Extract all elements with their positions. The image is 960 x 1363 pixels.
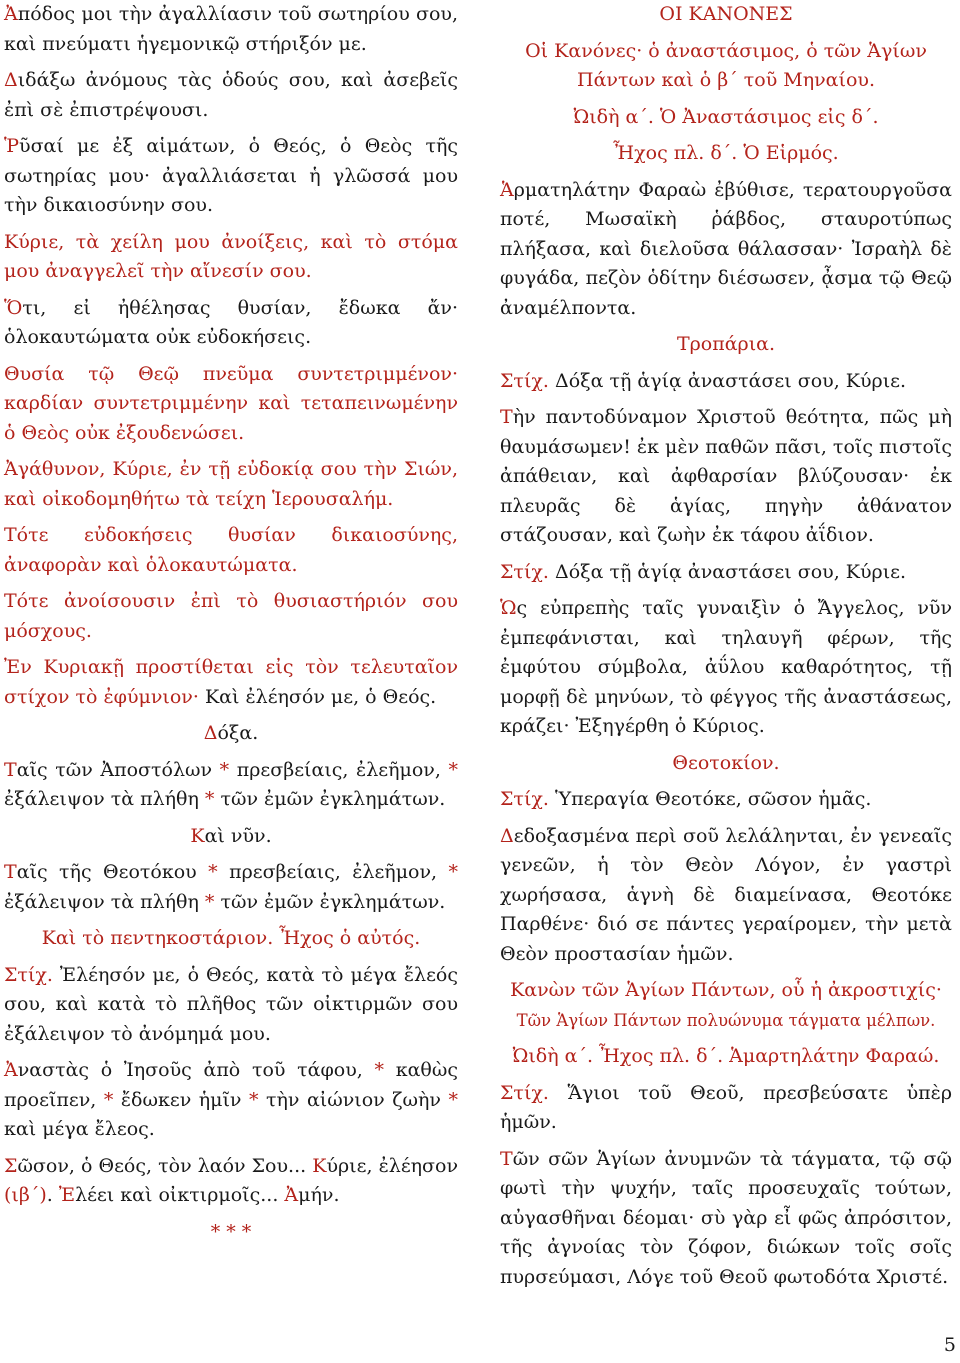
text-paragraph xyxy=(4,66,458,125)
body-text: μήν. xyxy=(298,1184,340,1206)
rubric-text: Τροπάρια. xyxy=(676,333,776,355)
rubric-text: Ἀ xyxy=(4,3,18,25)
rubric-text: * * * xyxy=(210,1220,252,1243)
rubric-text: * xyxy=(103,1088,114,1111)
body-text: τὴν αἰώνιον ζωὴν xyxy=(258,1088,449,1111)
rubric-text: Δ xyxy=(500,824,514,847)
rubric-text: Τ xyxy=(500,1147,513,1170)
body-text: Καὶ ἐλέησόν με, ὁ Θεός. xyxy=(204,685,437,708)
body-text: Ὑπεραγία Θεοτόκε, σῶσον ἡμᾶς. xyxy=(548,788,872,810)
rubric-text: Δ xyxy=(203,722,218,744)
body-text: ῶν σῶν Ἁγίων ἀνυμνῶν τὰ τάγματα, τῷ σῷ φωτὶ τὴν ψυχήν, ταῖς προσευχαῖς τούτων, αὐγασθῆναι δέομαι· σὺ γὰρ εἶ φῶς ἀπρόσιτον, τῆς ἀγνοίας τὸν ζόφον, διώκων τοῖς σοῖς πυρσεύμασι, Λόγε τοῦ Θεοῦ φωτοδότα Χριστέ. xyxy=(500,1147,952,1288)
text-paragraph xyxy=(4,1056,458,1145)
rubric-text: Στίχ. xyxy=(500,560,549,583)
text-paragraph xyxy=(500,139,952,169)
text-paragraph xyxy=(4,587,458,646)
rubric-text: Ὅ xyxy=(4,296,23,319)
rubric-text: Ὠιδὴ α΄. Ὁ Ἀναστάσιμος εἰς δ΄. xyxy=(573,105,879,128)
body-text: πρεσβείαις, ἐλεῆμον, xyxy=(229,758,449,781)
rubric-text: * xyxy=(448,758,459,781)
text-paragraph xyxy=(500,976,952,1006)
rubric-text: ΟΙ ΚΑΝΟΝΕΣ xyxy=(659,3,793,25)
rubric-text: Ἀγάθυνον, Κύριε, ἐν τῇ εὐδοκίᾳ σου τὴν Σιών, καὶ οἰκοδομηθήτω τὰ τείχη Ἱερουσαλήμ. xyxy=(4,458,458,510)
body-text: τι, εἰ ἠθέλησας θυσίαν, ἔδωκα ἄν· ὁλοκαυτώματα οὐκ εὐδοκήσεις. xyxy=(4,296,458,348)
rubric-text: (ιβ΄) xyxy=(4,1184,47,1206)
rubric-text: Κύριε, τὰ χείλη μου ἀνοίξεις, καὶ τὸ στόμα μου ἀναγγελεῖ τὴν αἴνεσίν σου. xyxy=(4,230,458,282)
rubric-text: Σ xyxy=(4,1154,18,1177)
body-text: τῶν ἐμῶν ἐγκλημάτων. xyxy=(214,890,446,913)
text-paragraph xyxy=(500,0,952,30)
text-paragraph xyxy=(4,0,458,59)
text-paragraph xyxy=(4,360,458,449)
body-text: όξα. xyxy=(217,722,259,744)
body-text: ναστὰς ὁ Ἰησοῦς ἀπὸ τοῦ τάφου, xyxy=(17,1059,375,1081)
text-paragraph xyxy=(4,756,458,815)
body-text: αῖς τῶν Ἀποστόλων xyxy=(16,758,220,781)
body-text: ἔδωκεν ἡμῖν xyxy=(113,1088,249,1111)
body-text: καθὼς προεῖπεν, xyxy=(4,1059,458,1111)
rubric-text: Τ xyxy=(4,758,17,781)
rubric-text: Στίχ. xyxy=(500,788,549,810)
rubric-text: Ὠιδὴ α΄. Ἦχος πλ. δ΄. Ἁμαρτηλάτην Φαραώ. xyxy=(512,1045,940,1067)
rubric-text: * xyxy=(448,1088,458,1111)
rubric-text: Κ xyxy=(190,824,205,847)
body-text: τῶν ἐμῶν ἐγκλημάτων. xyxy=(214,788,446,810)
text-paragraph xyxy=(4,455,458,514)
body-text: ἐξάλειψον τὰ πλήθη xyxy=(4,788,205,810)
body-text: Ἅγιοι τοῦ Θεοῦ, πρεσβεύσατε ὑπὲρ ἡμῶν. xyxy=(500,1081,952,1133)
text-paragraph xyxy=(4,858,458,917)
rubric-text: * xyxy=(374,1059,385,1081)
rubric-text: * xyxy=(249,1088,259,1111)
rubric-text: Οἱ Κανόνες· ὁ ἀναστάσιμος, ὁ τῶν Ἁγίων Πάντων καὶ ὁ β΄ τοῦ Μηναίου. xyxy=(525,39,927,91)
text-paragraph xyxy=(4,294,458,353)
body-text: ύριε, ἐλέησον xyxy=(326,1154,458,1177)
rubric-text: Ἦχος πλ. δ΄. Ὁ Εἱρμός. xyxy=(613,142,839,164)
body-text: εδοξασμένα περὶ σοῦ λελάληνται, ἐν γενεαῖς γενεῶν, ἡ τὸν Θεὸν Λόγον, ἐν γαστρὶ χωρήσασα, ἁγνὴ δὲ διαμείνασα, Θεοτόκε Παρθένε· διό σε πάντες γεραίρομεν, τὴν μετὰ Θεὸν προστασίαν ἡμῶν. xyxy=(500,824,952,965)
text-paragraph xyxy=(4,1152,458,1211)
text-paragraph xyxy=(500,749,952,779)
rubric-text: * xyxy=(204,788,215,810)
body-text: ῦσαί με ἐξ αἱμάτων, ὁ Θεός, ὁ Θεὸς τῆς σωτηρίας μου· ἀγαλλιάσεται ἡ γλῶσσά μου τὴν δικαιοσύνην σου. xyxy=(4,135,458,216)
rubric-text: Ἀ xyxy=(4,1059,18,1081)
text-paragraph xyxy=(4,924,458,954)
rubric-text: * xyxy=(219,758,230,781)
text-paragraph xyxy=(500,103,952,133)
rubric-text: Ἐν Κυριακῇ προστίθεται εἰς τὸν τελευταῖον στίχον τὸ ἐφύμνιον· xyxy=(4,656,458,708)
rubric-text: * xyxy=(204,890,215,913)
rubric-text: Ῥ xyxy=(4,135,20,157)
rubric-text: Θεοτοκίον. xyxy=(672,751,780,774)
text-paragraph xyxy=(500,1006,952,1036)
rubric-text: * xyxy=(208,861,218,883)
rubric-text: * xyxy=(448,861,459,883)
text-paragraph xyxy=(500,594,952,742)
rubric-text: Κανὼν τῶν Ἁγίων Πάντων, οὗ ἡ ἀκροστιχίς· xyxy=(510,979,942,1001)
text-paragraph xyxy=(500,403,952,551)
body-text: καὶ μέγα ἔλεος. xyxy=(4,1118,155,1140)
body-text: Ἐλέησόν με, ὁ Θεός, κατὰ τὸ μέγα ἔλεός σου, καὶ κατὰ τὸ πλῆθος τῶν οἰκτιρμῶν σου ἐξάλειψον τὸ ἀνόμημά μου. xyxy=(4,963,458,1045)
body-text: ιδάξω ἀνόμους τὰς ὁδούς σου, καὶ ἀσεβεῖς ἐπὶ σὲ ἐπιστρέψουσι. xyxy=(4,69,458,121)
left-column xyxy=(4,0,458,1254)
rubric-text: Τότε ἀνοίσουσιν ἐπὶ τὸ θυσιαστήριόν σου μόσχους. xyxy=(4,590,458,642)
body-text: αὶ νῦν. xyxy=(204,824,272,847)
rubric-text: Τότε εὐδοκήσεις θυσίαν δικαιοσύνης, ἀναφορὰν καὶ ὁλοκαυτώματα. xyxy=(4,524,458,576)
body-text: Δόξα τῇ ἁγίᾳ ἀναστάσει σου, Κύριε. xyxy=(548,560,907,583)
rubric-text: Ἐ xyxy=(58,1184,76,1206)
rubric-text: Τ xyxy=(4,861,17,883)
right-column xyxy=(500,0,952,1299)
body-text: ς εὐπρεπὴς ταῖς γυναιξὶν ὁ Ἄγγελος, νῦν ἐμπεφάνισται, καὶ τηλαυγῆ φέρων, τῆς ἐμφύτου σύμβολα, ἀΰλου καθαρότητος, τῇ μορφῇ δὲ μηνύων, τὸ φέγγος τῆς ἀναστάσεως, κράζει· Ἐξηγέρθη ὁ Κύριος. xyxy=(500,597,952,737)
text-paragraph xyxy=(500,558,952,588)
body-text: ῶσον, ὁ Θεός, τὸν λαόν Σου... xyxy=(17,1154,313,1177)
body-text: . xyxy=(46,1184,59,1206)
rubric-text: Στίχ. xyxy=(500,369,549,392)
text-paragraph xyxy=(500,822,952,970)
text-paragraph xyxy=(4,822,458,852)
text-paragraph xyxy=(500,367,952,397)
text-paragraph xyxy=(500,37,952,96)
text-paragraph xyxy=(500,785,952,815)
text-paragraph xyxy=(500,1042,952,1072)
text-paragraph xyxy=(500,1145,952,1293)
text-paragraph xyxy=(4,653,458,712)
rubric-text: Καὶ τὸ πεντηκοστάριον. Ἦχος ὁ αὐτός. xyxy=(41,927,421,949)
body-text: λέει καὶ οἰκτιρμοῖς... xyxy=(75,1184,285,1206)
text-paragraph xyxy=(500,1079,952,1138)
body-text: ὴν παντοδύναμον Χριστοῦ θεότητα, πῶς μὴ θαυμάσωμεν! ἐκ μὲν παθῶν πᾶσι, τοῖς πιστοῖς ἀπάθειαν, καὶ ἀφθαρσίαν βλύζουσαν· ἐκ πλευρᾶς δὲ ἁγίας, πηγὴν ἀθάνατον στάζουσαν, καὶ ζωὴν ἐκ τάφου ἀΐδιον. xyxy=(500,406,952,546)
rubric-text: Στίχ. xyxy=(4,963,53,986)
body-text: πρεσβείαις, ἐλεῆμον, xyxy=(217,861,449,883)
rubric-text: Δ xyxy=(4,69,18,91)
text-paragraph xyxy=(500,330,952,360)
text-paragraph xyxy=(4,521,458,580)
text-paragraph xyxy=(4,961,458,1050)
rubric-text: Κ xyxy=(312,1154,327,1177)
text-paragraph xyxy=(4,719,458,749)
rubric-text: Στίχ. xyxy=(500,1081,549,1104)
rubric-text: Τῶν Ἁγίων Πάντων πολυώνυμα τάγματα μέλπων. xyxy=(516,1010,936,1030)
rubric-text: Τ xyxy=(500,406,513,428)
text-paragraph xyxy=(4,1218,458,1248)
body-text: ἐξάλειψον τὰ πλήθη xyxy=(4,890,205,913)
body-text: ρματηλάτην Φαραὼ ἐβύθισε, τερατουργοῦσα ποτέ, Μωσαϊκὴ ῥάβδος, σταυροτύπως πλήξασα, καὶ διελοῦσα θάλασσαν· Ἰσραὴλ δὲ φυγάδα, πεζὸν ὁδίτην διέσωσεν, ᾆσμα τῷ Θεῷ ἀναμέλποντα. xyxy=(500,178,952,319)
rubric-text: Ἀ xyxy=(284,1184,299,1206)
body-text: πόδος μοι τὴν ἀγαλλίασιν τοῦ σωτηρίου σου, καὶ πνεύματι ἡγεμονικῷ στήριξόν με. xyxy=(4,3,458,55)
page-number: 5 xyxy=(943,1334,956,1356)
rubric-text: Θυσία τῷ Θεῷ πνεῦμα συντετριμμένον· καρδίαν συντετριμμένην καὶ τεταπεινωμένην ὁ Θεὸς οὐκ ἐξουδενώσει. xyxy=(4,362,458,444)
rubric-text: Ὡ xyxy=(500,597,517,619)
text-paragraph xyxy=(4,132,458,221)
body-text: Δόξα τῇ ἁγίᾳ ἀναστάσει σου, Κύριε. xyxy=(548,369,907,392)
text-paragraph xyxy=(500,176,952,324)
body-text: αῖς τῆς Θεοτόκου xyxy=(16,861,209,883)
text-paragraph xyxy=(4,228,458,287)
rubric-text: Ἁ xyxy=(500,178,514,201)
